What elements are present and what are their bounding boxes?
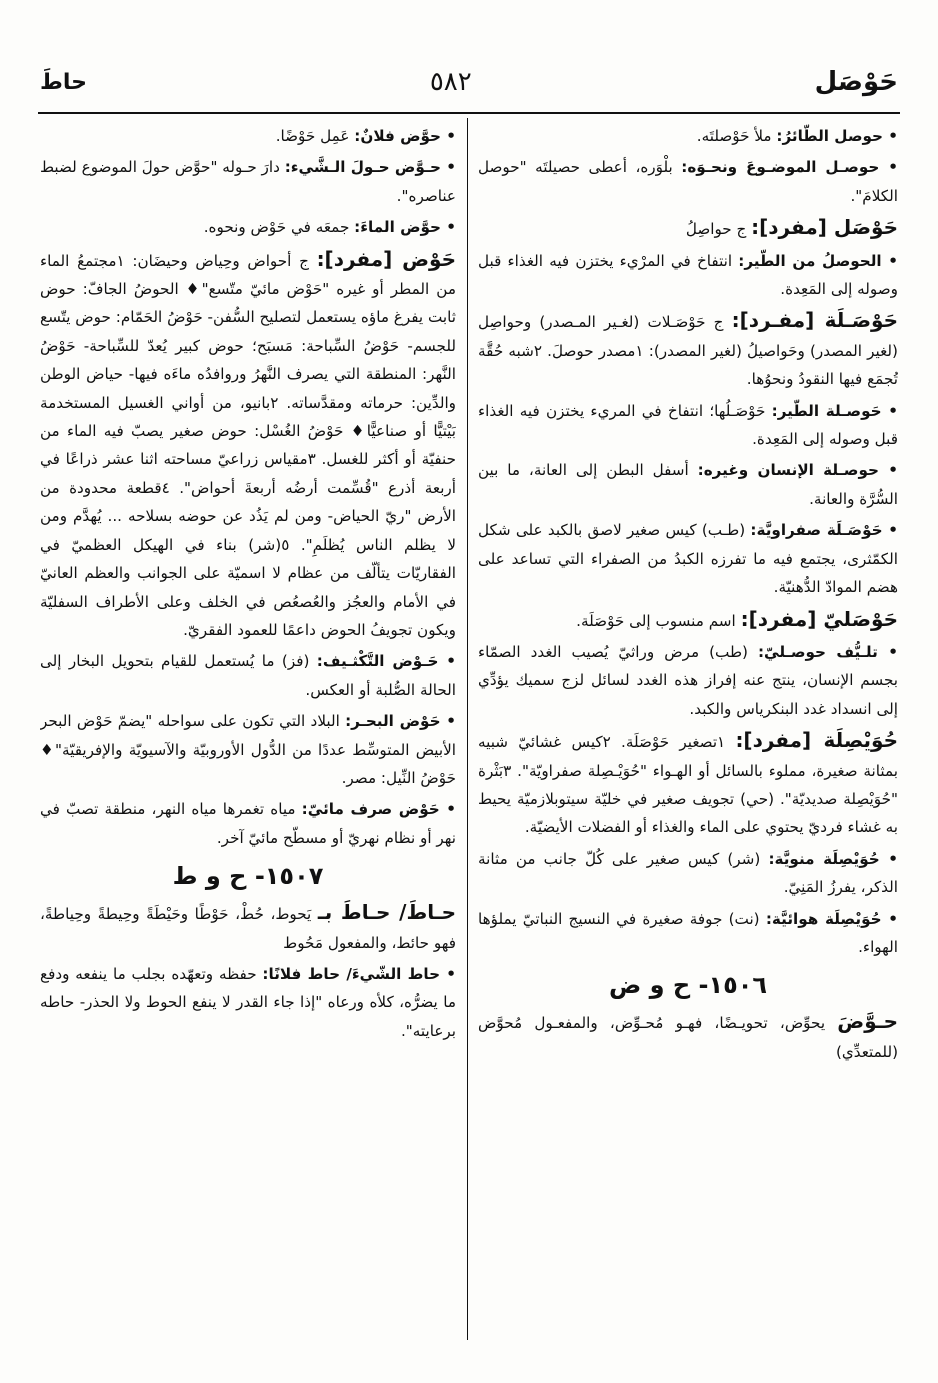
entry-headword: حوَّض الماءَ: [354, 218, 441, 237]
entry-definition: مياه تغمرها مياه النهر، منطقة تصبّ في نهر أو نظام نهريّ أو مسطّح مائيّ آخر. [40, 800, 456, 847]
running-headword: حَوْصَل [814, 67, 898, 97]
entry-definition: (شر) كيس صغير على كُلّ جانب من مثانة الذكر، يفرزُ المَنِيّ. [478, 849, 898, 897]
entry-headword: حَوْصَليّ [مفرد]: [740, 606, 898, 631]
entry-headword: حُوَيْصِلَة [مفرد]: [735, 728, 898, 753]
entry-definition: (نت) جوفة صغيرة في النسيج النباتيّ يملؤها الهواء. [478, 909, 898, 956]
entry-definition: أسفل البطن إلى العانة، ما بين السُّرَّة والعانة. [478, 461, 898, 508]
entry-definition: ملأ حَوْصلتَه. [696, 127, 777, 145]
entry-headword: حـوَّضَ [837, 1009, 898, 1034]
sub-entry [40, 647, 456, 704]
sub-entry [478, 397, 898, 454]
root-heading: ١٥٠٧- ح و ط [172, 862, 324, 891]
entry-definition: (طـب) كيس صغير لاصق بالكبد على شكل الكمّثرى، يجتمع فيه ما تفرزه الكبدُ من الصفراء التي تساعد على هضم الموادّ الدُّهنيّة. [478, 521, 898, 597]
entry-definition: اسم منسوب إلى حَوْصَلَة. [576, 611, 741, 630]
left-column [40, 122, 456, 1342]
entry-headword: تلـيُّف حوصـليّ: [757, 642, 878, 661]
entry-headword: حوصل الطّائرُ: [776, 127, 883, 145]
entry-headword: حوصـلة الإنسان وغيره: [697, 461, 879, 480]
sub-entry [478, 845, 898, 902]
entry-definition: حفظه وتعهّده بجلب ما ينفعه ودفع ما يضرُّه، كلأه ورعاه "إذا جاء القدر لا ينفع الحوط ولا الحذر- حاطه برعايته". [40, 964, 456, 1040]
running-last-word: حاطَ [40, 69, 87, 95]
sub-entry [478, 247, 898, 304]
entry-headword: حـاطَ/ حـاطَ بـ [317, 900, 456, 925]
sub-entry [478, 905, 898, 962]
entry-headword: حَوْض البحـر: [345, 712, 441, 731]
entry-definition: حَوْصَـلُها؛ انتفاخ في المريء يختزن فيه الغذاء قبل وصوله إلى المَعِدة. [478, 401, 898, 449]
header-rule [38, 112, 900, 114]
sub-entry [478, 456, 898, 513]
entry-definition: يحوِّض، تحويـضًا، فهـو مُحـوِّض، والمفعـول مُحوَّض (للمتعدِّي) [478, 1014, 898, 1061]
entry-definition: يَحوط، حُطْ، حَوْطًا وحَيْطَةً وحِيطةً وحِياطةً، فهو حائط، والمفعول مَحُوط [40, 905, 456, 952]
entry-headword: حَوْض [مفرد]: [316, 246, 456, 271]
entry-headword: حَوْصَـلَة صفراويَّة: [750, 521, 883, 540]
main-entry [478, 605, 898, 635]
entry-definition: ج حواصِلُ [685, 220, 752, 239]
entry-definition: ج أحواض وحِياض وحيضَان: ١مجتمعُ الماء من المطر أو غيره "حَوْض مائيّ متّسع"♦ الحوضُ الجافّ: حوض ثابت يفرغ ماؤه يستعمل لتصليح السُّفن- حَوْضُ الحَمّام: حوض يتّسع للجسم- حَوْضُ السِّباحة: مَسبَح؛ حوض كبير يُعدّ للسِّباحة- حَوْضُ النَّهر: المنطقة التي يصرف النَّهرُ وروافدُه ماءَه فيها- حياض الوطن والدِّين: حرماته ومقدَّساته. ٢بانيو، من أواني الغسيل المستخدمة بَيْتيًّا أو صناعيًّا♦ حَوْضُ الغُسْل: حوض صغير يصبّ فيه الماء من حنفيّة أو أكثر للغسل. ٣مقياس زراعيّ مساحته اثنا عشر ذراعًا في أربعة أذرع "قُسِّمت أرضُه أربعةَ أحواض". ٤قطعة محدودة من الأرض "ريّ الحياض- ومن لم يَذُد عن حوضه بسلاحه ... يُهدَّم ومن لا يظلم الناس يُظلَمِ". ٥(شر) بناء في الهيكل العظميّ في الفقاريّات يتألّف من عظام لا اسميّة على الجوانب والعظم العانيّ في الأمام والعجُز والعُصعُص في الخلف وعلى الأطراف السفليّة ويكون تجويفُ الحوض داعمًا للعمود الفقريّ. [40, 251, 456, 639]
page-number: ٥٨٢ [429, 67, 472, 97]
main-entry [478, 306, 898, 393]
main-entry [478, 213, 898, 243]
main-entry [478, 726, 898, 842]
sub-entry [40, 213, 456, 241]
sub-entry [40, 153, 456, 210]
entry-headword: حَـوْض التَّكْثـيف: [316, 652, 439, 671]
sub-entry [40, 122, 456, 150]
sub-entry [40, 960, 456, 1045]
entry-headword: حُوَيْصِلَة هوائيَّة: [765, 909, 882, 928]
root-heading: ١٥٠٦- ح و ض [608, 971, 768, 1000]
entry-definition: دارَ حـوله "حوَّض حولَ الموضوع لضبط عناصره". [40, 158, 456, 205]
entry-definition: ج حَوْصَـلات (لغـير المـصدر) وحواصِل (لغير المصدر) وحَواصيلُ (لغير المصدر): ١مصدر حوصلَ. ٢شبه حُقَّة تُجمَع فيها النقودُ ونحوُها. [478, 313, 898, 389]
entry-definition: انتفاخ في المرْيء يختزن فيه الغذاء قبل وصوله إلى المَعِدة. [478, 251, 898, 299]
entry-headword: حَوْصَل [مفرد]: [751, 215, 898, 240]
entry-headword: حوَّض فلانٌ: [354, 127, 441, 145]
main-entry [40, 898, 456, 957]
main-entry [40, 245, 456, 645]
column-divider [467, 118, 468, 1340]
entry-headword: حاط الشّيءَ/ حاط فلانًا: [262, 964, 441, 983]
entry-headword: حـوَّض حـولَ الـشَّيء: [284, 158, 441, 177]
sub-entry [478, 122, 898, 150]
entry-headword: حَوْصَـلَة [مفـرد]: [731, 308, 898, 333]
main-entry [478, 1007, 898, 1066]
entry-headword: حوصـل الموضـوعَ ونحـوَه: [681, 158, 880, 177]
sub-entry [478, 516, 898, 601]
entry-definition: البلاد التي تكون على سواحله "يضمّ حَوْض البحر الأبيض المتوسِّط عددًا من الدُّول الأوروبيّة والآسيويّة والإفريقيّة"♦ حَوْضُ النِّيل: مصر. [40, 712, 456, 787]
entry-definition: بلْوَره، أعطى حصيلتَه "حوصل الكلامَ". [478, 158, 898, 205]
sub-entry [40, 707, 456, 792]
entry-headword: حُوَيْصِلَة منويَّة: [768, 849, 880, 868]
entry-definition: عَمِل حَوْضًا. [275, 127, 355, 145]
page-header [40, 62, 898, 102]
entry-headword: حَوصـلة الطّير: [771, 401, 882, 420]
entry-headword: الحوصلُ من الطّير: [738, 251, 882, 270]
entry-definition: ١تصغير حَوْصَلَة. ٢كيس غشائيّ شبيه بمثانة صغيرة، مملوء بالسائل أو الهـواء "حُوَيْـصِلة صفراويّة". ٣بَثْرة "حُوَيْصِلة صديديّة". (حي) تجويف صغير في خليّة سيتوبلازميّة يحيط به غشاء فرديّ يحتوي على الماء والغذاء أو الفضلات الأيضيّة. [478, 733, 898, 837]
sub-entry [478, 638, 898, 723]
sub-entry [40, 795, 456, 852]
entry-definition: جمعَه في حَوْض ونحوه. [203, 218, 355, 237]
entry-definition: (طب) مرض وراثيّ يُصيب الغدد الصمّاء بجسم الإنسان، ينتج عنه إفراز هذه الغدد لسائل لزج سميك يؤدِّي إلى انسداد غدد البنكرياس والكبد. [478, 642, 898, 718]
right-column [478, 122, 898, 1342]
entry-headword: حَوْض صرف مائيّ: [301, 800, 440, 819]
entry-definition: (فز) ما يُستعمل للقيام بتحويل البخار إلى الحالة الصُّلبة أو العكس. [40, 652, 456, 699]
sub-entry [478, 153, 898, 210]
